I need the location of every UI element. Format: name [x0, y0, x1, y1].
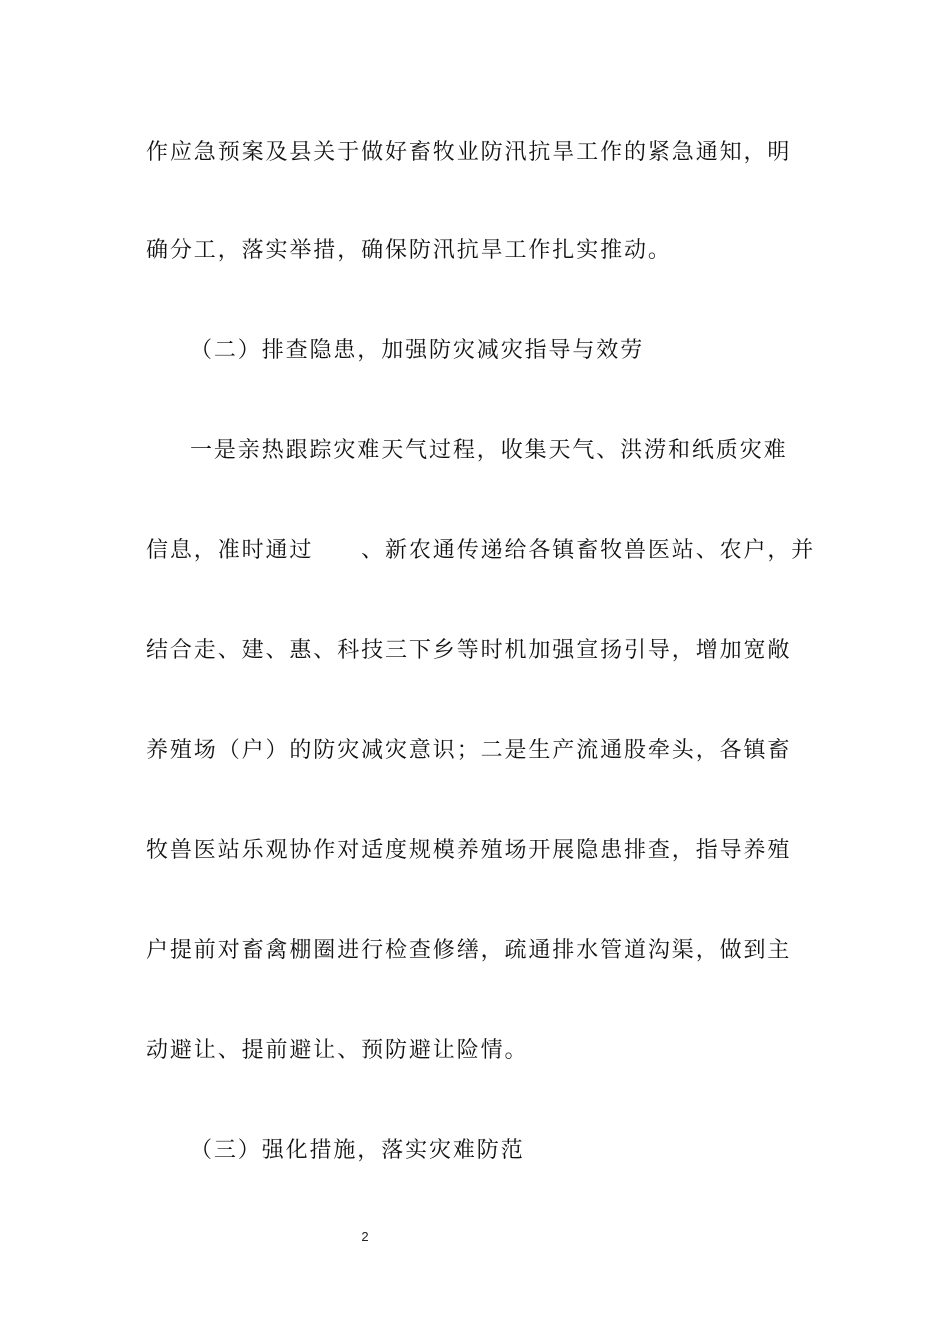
- body-text-line: 一是亲热跟踪灾难天气过程，收集天气、洪涝和纸质灾难: [190, 438, 788, 463]
- page-number: 2: [361, 1229, 369, 1244]
- body-text-line: 牧兽医站乐观协作对适度规模养殖场开展隐患排查，指导养殖: [146, 838, 792, 863]
- body-text-line: 结合走、建、惠、科技三下乡等时机加强宣扬引导，增加宽敞: [146, 638, 792, 663]
- body-text-line: 确分工，落实举措，确保防汛抗旱工作扎实推动。: [146, 238, 672, 263]
- body-text-line: 信息，准时通过 、新农通传递给各镇畜牧兽医站、农户，并: [146, 538, 816, 563]
- body-text-line: 户提前对畜禽棚圈进行检查修缮，疏通排水管道沟渠，做到主: [146, 938, 792, 963]
- body-text-line: 作应急预案及县关于做好畜牧业防汛抗旱工作的紧急通知，明: [146, 140, 792, 165]
- body-text-line: 动避让、提前避让、预防避让险情。: [146, 1038, 529, 1063]
- section-heading: （三）强化措施，落实灾难防范: [190, 1138, 525, 1163]
- section-heading: （二）排查隐患，加强防灾减灾指导与效劳: [190, 338, 645, 363]
- body-text-line: 养殖场（户）的防灾减灾意识；二是生产流通股牵头，各镇畜: [146, 738, 792, 763]
